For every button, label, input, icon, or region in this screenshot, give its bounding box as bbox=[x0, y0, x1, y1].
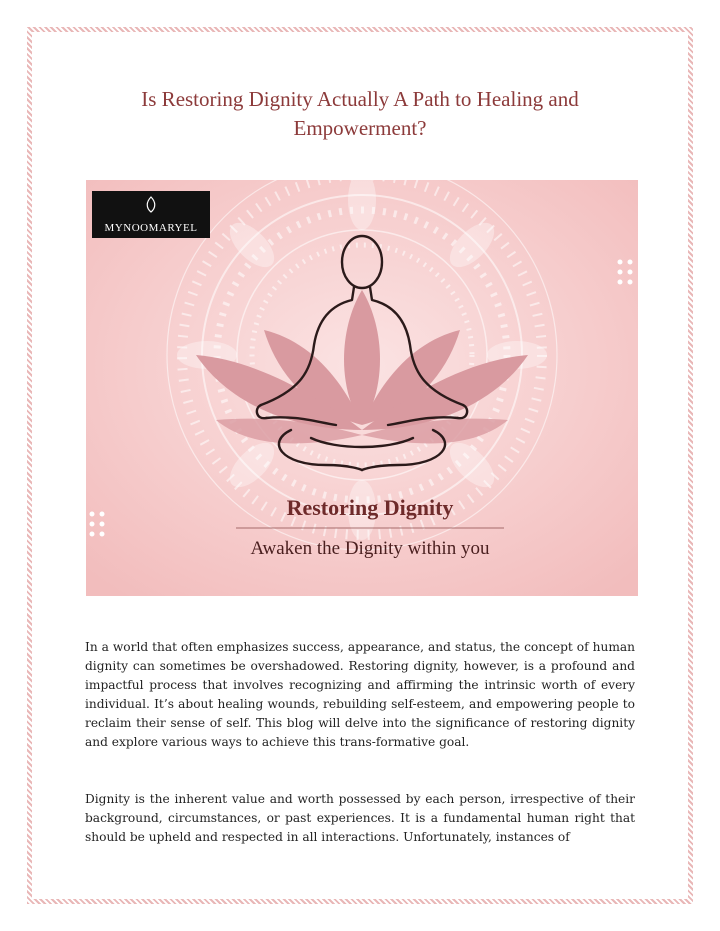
banner-tagline: Awaken the Dignity within you bbox=[250, 538, 490, 559]
page-title: Is Restoring Dignity Actually A Path to Healing and Empowerment? bbox=[141, 87, 579, 140]
banner-heading: Restoring Dignity bbox=[286, 495, 454, 520]
brand-logo-text: MYNOOMARYEL bbox=[104, 222, 198, 234]
hero-banner-image bbox=[86, 180, 638, 596]
brand-logo bbox=[92, 191, 210, 238]
article-paragraph-1: In a world that often emphasizes success, appearance, and status, the concept of human dignity can sometimes be overshadowed. Restoring dignity, however, is a profound and impactful process that involves recognizing and affirming the intrinsic worth of every individual. It’s about healing wounds, rebuilding self-esteem, and empowering people to reclaim their sense of self. This blog will delve into the significance of restoring dignity and explore various ways to achieve this trans-formative goal. bbox=[85, 640, 635, 749]
article-paragraph-2: Dignity is the inherent value and worth possessed by each person, irrespective of their background, circumstances, or past experiences. It is a fundamental human right that should be upheld and respected in all interactions. Unfortunately, instances of bbox=[85, 792, 635, 844]
